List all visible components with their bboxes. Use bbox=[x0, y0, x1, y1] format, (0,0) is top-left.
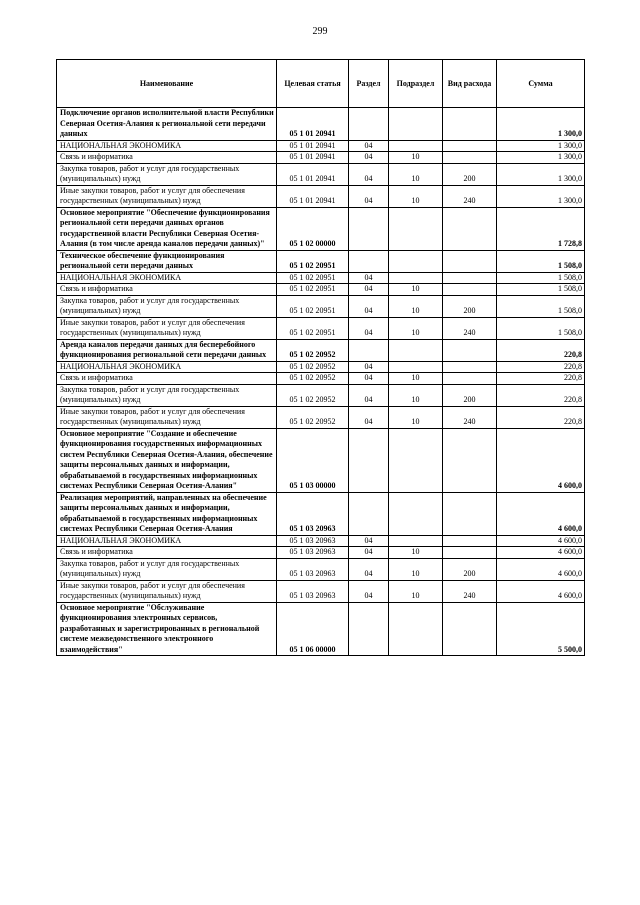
row-section-cell: 04 bbox=[349, 361, 389, 373]
row-name-cell: Иные закупки товаров, работ и услуг для обеспечения государственных (муниципальных) нужд bbox=[57, 317, 277, 339]
row-name-cell: НАЦИОНАЛЬНАЯ ЭКОНОМИКА bbox=[57, 361, 277, 373]
header-subsection: Подраздел bbox=[389, 60, 443, 108]
table-row bbox=[57, 547, 585, 559]
row-amount-cell: 1 508,0 bbox=[497, 272, 585, 284]
row-expense-type-cell bbox=[443, 207, 497, 250]
row-name-cell: НАЦИОНАЛЬНАЯ ЭКОНОМИКА bbox=[57, 140, 277, 152]
row-expense-type-cell: 200 bbox=[443, 295, 497, 317]
row-name-cell: Подключение органов исполнительной власти Республики Северная Осетия-Алания к региональной сети передачи данных bbox=[57, 108, 277, 141]
row-subsection-cell bbox=[389, 207, 443, 250]
row-section-cell: 04 bbox=[349, 272, 389, 284]
row-section-cell: 04 bbox=[349, 535, 389, 547]
row-amount-cell: 1 728,8 bbox=[497, 207, 585, 250]
row-subsection-cell: 10 bbox=[389, 558, 443, 580]
table-row bbox=[57, 558, 585, 580]
row-section-cell: 04 bbox=[349, 547, 389, 559]
row-target-cell: 05 1 02 20951 bbox=[277, 284, 349, 296]
row-target-cell: 05 1 06 00000 bbox=[277, 602, 349, 656]
table-row bbox=[57, 272, 585, 284]
row-amount-cell: 1 300,0 bbox=[497, 140, 585, 152]
row-name-cell: Связь и информатика bbox=[57, 547, 277, 559]
row-target-cell: 05 1 01 20941 bbox=[277, 152, 349, 164]
row-name-cell: Закупка товаров, работ и услуг для государственных (муниципальных) нужд bbox=[57, 163, 277, 185]
row-expense-type-cell bbox=[443, 152, 497, 164]
table-row bbox=[57, 602, 585, 656]
header-section: Раздел bbox=[349, 60, 389, 108]
row-amount-cell: 1 300,0 bbox=[497, 108, 585, 141]
row-section-cell: 04 bbox=[349, 373, 389, 385]
row-name-cell: Техническое обеспечение функционирования региональной сети передачи данных bbox=[57, 250, 277, 272]
row-subsection-cell: 10 bbox=[389, 373, 443, 385]
row-name-cell: Закупка товаров, работ и услуг для государственных (муниципальных) нужд bbox=[57, 558, 277, 580]
row-amount-cell: 4 600,0 bbox=[497, 547, 585, 559]
row-section-cell: 04 bbox=[349, 384, 389, 406]
row-target-cell: 05 1 02 20952 bbox=[277, 406, 349, 428]
row-section-cell: 04 bbox=[349, 152, 389, 164]
table-row bbox=[57, 207, 585, 250]
row-section-cell bbox=[349, 108, 389, 141]
row-section-cell: 04 bbox=[349, 558, 389, 580]
table-row bbox=[57, 428, 585, 492]
row-target-cell: 05 1 03 20963 bbox=[277, 558, 349, 580]
row-target-cell: 05 1 02 20951 bbox=[277, 317, 349, 339]
table-row bbox=[57, 535, 585, 547]
row-target-cell: 05 1 01 20941 bbox=[277, 185, 349, 207]
row-expense-type-cell: 240 bbox=[443, 317, 497, 339]
table-row bbox=[57, 140, 585, 152]
row-name-cell: Основное мероприятие "Создание и обеспечение функционирования государственных информационных систем Республики Северная Осетия-Алания, обеспечение защиты персональных данных и информации, обрабатываемой в государственных информационных системах Республики Северная Осетия-Алания" bbox=[57, 428, 277, 492]
row-expense-type-cell: 200 bbox=[443, 163, 497, 185]
header-name: Наименование bbox=[57, 60, 277, 108]
row-expense-type-cell bbox=[443, 108, 497, 141]
row-expense-type-cell: 200 bbox=[443, 384, 497, 406]
table-row bbox=[57, 185, 585, 207]
row-section-cell bbox=[349, 492, 389, 535]
row-name-cell: Аренда каналов передачи данных для бесперебойного функционирования региональной сети передачи данных bbox=[57, 339, 277, 361]
row-expense-type-cell: 200 bbox=[443, 558, 497, 580]
row-name-cell: Иные закупки товаров, работ и услуг для обеспечения государственных (муниципальных) нужд bbox=[57, 185, 277, 207]
row-name-cell: Связь и информатика bbox=[57, 152, 277, 164]
row-name-cell: НАЦИОНАЛЬНАЯ ЭКОНОМИКА bbox=[57, 272, 277, 284]
row-amount-cell: 1 508,0 bbox=[497, 317, 585, 339]
row-section-cell: 04 bbox=[349, 163, 389, 185]
row-target-cell: 05 1 03 20963 bbox=[277, 492, 349, 535]
row-name-cell: Основное мероприятие "Обслуживание функционирования электронных сервисов, разработанных и зарегистрированных в региональной системе межведомственного электронного взаимодействия" bbox=[57, 602, 277, 656]
table-row bbox=[57, 339, 585, 361]
row-expense-type-cell bbox=[443, 373, 497, 385]
row-amount-cell: 4 600,0 bbox=[497, 535, 585, 547]
row-section-cell bbox=[349, 602, 389, 656]
row-amount-cell: 1 300,0 bbox=[497, 163, 585, 185]
row-subsection-cell bbox=[389, 272, 443, 284]
row-target-cell: 05 1 01 20941 bbox=[277, 140, 349, 152]
row-section-cell: 04 bbox=[349, 580, 389, 602]
row-expense-type-cell bbox=[443, 140, 497, 152]
row-target-cell: 05 1 02 20952 bbox=[277, 339, 349, 361]
table-row bbox=[57, 295, 585, 317]
table-row bbox=[57, 580, 585, 602]
header-amount: Сумма bbox=[497, 60, 585, 108]
row-name-cell: Основное мероприятие "Обеспечение функционирования региональной сети передачи данных органов государственной власти Республики Северная Осетия-Алания (в том числе аренда каналов передачи данных)" bbox=[57, 207, 277, 250]
table-row bbox=[57, 163, 585, 185]
row-expense-type-cell: 240 bbox=[443, 185, 497, 207]
row-amount-cell: 220,8 bbox=[497, 339, 585, 361]
row-subsection-cell: 10 bbox=[389, 547, 443, 559]
row-target-cell: 05 1 02 20952 bbox=[277, 373, 349, 385]
row-amount-cell: 1 508,0 bbox=[497, 250, 585, 272]
table-row bbox=[57, 152, 585, 164]
row-subsection-cell bbox=[389, 602, 443, 656]
row-target-cell: 05 1 03 00000 bbox=[277, 428, 349, 492]
row-section-cell bbox=[349, 428, 389, 492]
row-target-cell: 05 1 03 20963 bbox=[277, 547, 349, 559]
page-number: 299 bbox=[312, 26, 328, 37]
table-row bbox=[57, 492, 585, 535]
table-body bbox=[57, 108, 585, 656]
row-subsection-cell bbox=[389, 492, 443, 535]
row-subsection-cell: 10 bbox=[389, 152, 443, 164]
table-row bbox=[57, 406, 585, 428]
table-row bbox=[57, 373, 585, 385]
row-section-cell: 04 bbox=[349, 317, 389, 339]
row-target-cell: 05 1 02 20951 bbox=[277, 272, 349, 284]
row-amount-cell: 4 600,0 bbox=[497, 428, 585, 492]
row-subsection-cell: 10 bbox=[389, 295, 443, 317]
row-expense-type-cell bbox=[443, 272, 497, 284]
table-row bbox=[57, 284, 585, 296]
header-target: Целевая статья bbox=[277, 60, 349, 108]
header-expense-type: Вид расхода bbox=[443, 60, 497, 108]
row-subsection-cell: 10 bbox=[389, 185, 443, 207]
row-amount-cell: 1 508,0 bbox=[497, 284, 585, 296]
row-subsection-cell: 10 bbox=[389, 163, 443, 185]
row-target-cell: 05 1 02 00000 bbox=[277, 207, 349, 250]
row-expense-type-cell bbox=[443, 339, 497, 361]
table-row bbox=[57, 384, 585, 406]
row-expense-type-cell bbox=[443, 284, 497, 296]
row-expense-type-cell: 240 bbox=[443, 580, 497, 602]
row-target-cell: 05 1 01 20941 bbox=[277, 108, 349, 141]
row-subsection-cell bbox=[389, 250, 443, 272]
row-name-cell: Связь и информатика bbox=[57, 284, 277, 296]
row-subsection-cell bbox=[389, 339, 443, 361]
table-row bbox=[57, 361, 585, 373]
row-amount-cell: 5 500,0 bbox=[497, 602, 585, 656]
row-amount-cell: 4 600,0 bbox=[497, 492, 585, 535]
row-amount-cell: 4 600,0 bbox=[497, 580, 585, 602]
row-name-cell: Закупка товаров, работ и услуг для государственных (муниципальных) нужд bbox=[57, 295, 277, 317]
row-expense-type-cell bbox=[443, 602, 497, 656]
row-target-cell: 05 1 02 20951 bbox=[277, 295, 349, 317]
row-section-cell bbox=[349, 250, 389, 272]
row-amount-cell: 1 300,0 bbox=[497, 152, 585, 164]
row-expense-type-cell bbox=[443, 428, 497, 492]
row-amount-cell: 1 300,0 bbox=[497, 185, 585, 207]
row-expense-type-cell bbox=[443, 535, 497, 547]
row-expense-type-cell bbox=[443, 250, 497, 272]
row-section-cell: 04 bbox=[349, 140, 389, 152]
row-expense-type-cell bbox=[443, 547, 497, 559]
budget-table bbox=[56, 59, 585, 656]
row-expense-type-cell bbox=[443, 492, 497, 535]
row-subsection-cell: 10 bbox=[389, 284, 443, 296]
row-target-cell: 05 1 03 20963 bbox=[277, 535, 349, 547]
table-row bbox=[57, 250, 585, 272]
row-amount-cell: 220,8 bbox=[497, 384, 585, 406]
row-section-cell bbox=[349, 339, 389, 361]
row-subsection-cell bbox=[389, 535, 443, 547]
row-amount-cell: 220,8 bbox=[497, 361, 585, 373]
row-expense-type-cell: 240 bbox=[443, 406, 497, 428]
row-target-cell: 05 1 02 20951 bbox=[277, 250, 349, 272]
row-section-cell: 04 bbox=[349, 406, 389, 428]
row-section-cell bbox=[349, 207, 389, 250]
row-subsection-cell bbox=[389, 140, 443, 152]
table-row bbox=[57, 108, 585, 141]
row-subsection-cell bbox=[389, 108, 443, 141]
row-subsection-cell: 10 bbox=[389, 406, 443, 428]
table-row bbox=[57, 317, 585, 339]
row-target-cell: 05 1 03 20963 bbox=[277, 580, 349, 602]
row-name-cell: НАЦИОНАЛЬНАЯ ЭКОНОМИКА bbox=[57, 535, 277, 547]
row-section-cell: 04 bbox=[349, 185, 389, 207]
row-target-cell: 05 1 01 20941 bbox=[277, 163, 349, 185]
row-subsection-cell: 10 bbox=[389, 317, 443, 339]
row-amount-cell: 220,8 bbox=[497, 406, 585, 428]
row-subsection-cell bbox=[389, 428, 443, 492]
row-amount-cell: 220,8 bbox=[497, 373, 585, 385]
row-name-cell: Реализация мероприятий, направленных на обеспечение защиты персональных данных и информации, обрабатываемой в государственных информационных системах Республики Северная Осетия-Алания bbox=[57, 492, 277, 535]
row-expense-type-cell bbox=[443, 361, 497, 373]
row-subsection-cell bbox=[389, 361, 443, 373]
row-section-cell: 04 bbox=[349, 284, 389, 296]
row-name-cell: Связь и информатика bbox=[57, 373, 277, 385]
row-target-cell: 05 1 02 20952 bbox=[277, 384, 349, 406]
row-target-cell: 05 1 02 20952 bbox=[277, 361, 349, 373]
row-amount-cell: 1 508,0 bbox=[497, 295, 585, 317]
row-amount-cell: 4 600,0 bbox=[497, 558, 585, 580]
row-name-cell: Иные закупки товаров, работ и услуг для обеспечения государственных (муниципальных) нужд bbox=[57, 406, 277, 428]
row-name-cell: Закупка товаров, работ и услуг для государственных (муниципальных) нужд bbox=[57, 384, 277, 406]
row-section-cell: 04 bbox=[349, 295, 389, 317]
row-subsection-cell: 10 bbox=[389, 384, 443, 406]
row-name-cell: Иные закупки товаров, работ и услуг для обеспечения государственных (муниципальных) нужд bbox=[57, 580, 277, 602]
table-header-row bbox=[57, 60, 585, 108]
row-subsection-cell: 10 bbox=[389, 580, 443, 602]
